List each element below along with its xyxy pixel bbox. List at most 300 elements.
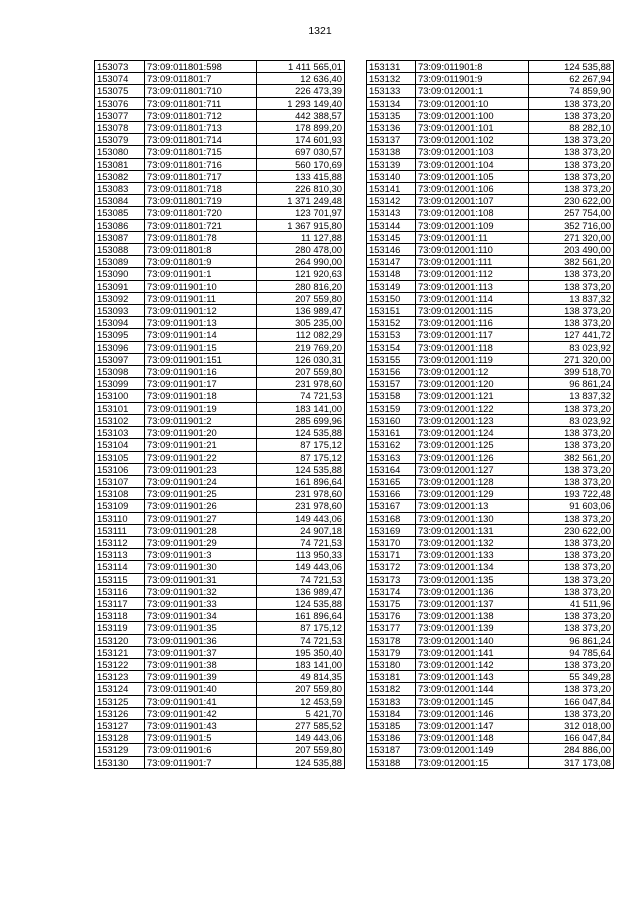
record-number-cell: 153112: [95, 536, 145, 548]
cadastral-number-cell: 73:09:011901:42: [145, 707, 257, 719]
table-row: [95, 97, 345, 109]
cadastral-number-cell: 73:09:012001:106: [416, 183, 529, 195]
record-number-cell: 153088: [95, 244, 145, 256]
table-row: [95, 256, 345, 268]
record-number-cell: 153151: [367, 305, 416, 317]
record-number-cell: 153170: [367, 536, 416, 548]
record-number-cell: 153185: [367, 719, 416, 731]
amount-cell: 230 622,00: [529, 195, 614, 207]
amount-cell: 138 373,20: [529, 536, 614, 548]
record-number-cell: 153149: [367, 280, 416, 292]
table-row: [95, 671, 345, 683]
cadastral-number-cell: 73:09:012001:105: [416, 170, 529, 182]
amount-cell: 138 373,20: [529, 170, 614, 182]
amount-cell: 24 907,18: [257, 524, 345, 536]
table-row: [367, 280, 614, 292]
table-row: [95, 61, 345, 73]
table-row: [95, 695, 345, 707]
cadastral-number-cell: 73:09:012001:139: [416, 622, 529, 634]
amount-cell: 138 373,20: [529, 610, 614, 622]
cadastral-number-cell: 73:09:011901:2: [145, 414, 257, 426]
amount-cell: 91 603,06: [529, 500, 614, 512]
table-row: [95, 390, 345, 402]
cadastral-number-cell: 73:09:012001:136: [416, 585, 529, 597]
amount-cell: 138 373,20: [529, 561, 614, 573]
amount-cell: 271 320,00: [529, 353, 614, 365]
table-row: [95, 244, 345, 256]
cadastral-number-cell: 73:09:011901:7: [145, 756, 257, 768]
table-row: [95, 207, 345, 219]
cadastral-number-cell: 73:09:012001:132: [416, 536, 529, 548]
table-row: [95, 573, 345, 585]
cadastral-number-cell: 73:09:011901:17: [145, 378, 257, 390]
record-number-cell: 153177: [367, 622, 416, 634]
amount-cell: 87 175,12: [257, 439, 345, 451]
amount-cell: 138 373,20: [529, 427, 614, 439]
amount-cell: 88 282,10: [529, 122, 614, 134]
record-number-cell: 153148: [367, 268, 416, 280]
table-row: [367, 256, 614, 268]
record-number-cell: 153121: [95, 646, 145, 658]
cadastral-number-cell: 73:09:012001:135: [416, 573, 529, 585]
amount-cell: 280 816,20: [257, 280, 345, 292]
cadastral-number-cell: 73:09:012001:119: [416, 353, 529, 365]
record-number-cell: 153167: [367, 500, 416, 512]
record-number-cell: 153111: [95, 524, 145, 536]
cadastral-number-cell: 73:09:011901:10: [145, 280, 257, 292]
cadastral-number-cell: 73:09:011801:598: [145, 61, 257, 73]
table-row: [367, 622, 614, 634]
amount-cell: 62 267,94: [529, 73, 614, 85]
table-row: [95, 146, 345, 158]
cadastral-number-cell: 73:09:012001:120: [416, 378, 529, 390]
amount-cell: 271 320,00: [529, 231, 614, 243]
cadastral-number-cell: 73:09:011901:11: [145, 292, 257, 304]
cadastral-number-cell: 73:09:011901:32: [145, 585, 257, 597]
table-row: [367, 732, 614, 744]
record-number-cell: 153135: [367, 109, 416, 121]
amount-cell: 1 293 149,40: [257, 97, 345, 109]
cadastral-number-cell: 73:09:012001:118: [416, 341, 529, 353]
cadastral-number-cell: 73:09:012001:141: [416, 646, 529, 658]
record-number-cell: 153172: [367, 561, 416, 573]
table-row: [367, 390, 614, 402]
table-row: [367, 573, 614, 585]
table-row: [367, 195, 614, 207]
table-row: [367, 451, 614, 463]
table-row: [95, 158, 345, 170]
table-row: [95, 402, 345, 414]
amount-cell: 1 411 565,01: [257, 61, 345, 73]
table-row: [95, 719, 345, 731]
record-number-cell: 153115: [95, 573, 145, 585]
cadastral-number-cell: 73:09:012001:145: [416, 695, 529, 707]
cadastral-number-cell: 73:09:012001:129: [416, 488, 529, 500]
amount-cell: 231 978,60: [257, 500, 345, 512]
amount-cell: 96 861,24: [529, 378, 614, 390]
record-number-cell: 153163: [367, 451, 416, 463]
record-number-cell: 153109: [95, 500, 145, 512]
amount-cell: 74 721,53: [257, 573, 345, 585]
cadastral-number-cell: 73:09:011901:25: [145, 488, 257, 500]
cadastral-number-cell: 73:09:011901:24: [145, 475, 257, 487]
amount-cell: 138 373,20: [529, 585, 614, 597]
record-number-cell: 153165: [367, 475, 416, 487]
cadastral-number-cell: 73:09:012001:149: [416, 744, 529, 756]
record-number-cell: 153176: [367, 610, 416, 622]
table-row: [95, 341, 345, 353]
cadastral-number-cell: 73:09:011901:5: [145, 732, 257, 744]
record-number-cell: 153099: [95, 378, 145, 390]
amount-cell: 136 989,47: [257, 305, 345, 317]
cadastral-number-cell: 73:09:011801:721: [145, 219, 257, 231]
amount-cell: 138 373,20: [529, 134, 614, 146]
amount-cell: 113 950,33: [257, 549, 345, 561]
table-row: [95, 756, 345, 768]
cadastral-number-cell: 73:09:012001:142: [416, 658, 529, 670]
amount-cell: 161 896,64: [257, 610, 345, 622]
cadastral-number-cell: 73:09:011901:38: [145, 658, 257, 670]
table-row: [95, 475, 345, 487]
amount-cell: 94 785,64: [529, 646, 614, 658]
record-number-cell: 153181: [367, 671, 416, 683]
table-row: [95, 292, 345, 304]
cadastral-number-cell: 73:09:011801:715: [145, 146, 257, 158]
table-row: [367, 207, 614, 219]
amount-cell: 264 990,00: [257, 256, 345, 268]
record-number-cell: 153168: [367, 512, 416, 524]
amount-cell: 230 622,00: [529, 524, 614, 536]
cadastral-number-cell: 73:09:012001:102: [416, 134, 529, 146]
amount-cell: 207 559,80: [257, 683, 345, 695]
table-row: [367, 463, 614, 475]
record-number-cell: 153093: [95, 305, 145, 317]
record-number-cell: 153142: [367, 195, 416, 207]
amount-cell: 138 373,20: [529, 280, 614, 292]
record-number-cell: 153130: [95, 756, 145, 768]
amount-cell: 49 814,35: [257, 671, 345, 683]
amount-cell: 12 453,59: [257, 695, 345, 707]
cadastral-number-cell: 73:09:012001:115: [416, 305, 529, 317]
record-number-cell: 153159: [367, 402, 416, 414]
amount-cell: 382 561,20: [529, 256, 614, 268]
cadastral-number-cell: 73:09:012001:122: [416, 402, 529, 414]
table-row: [367, 134, 614, 146]
table-row: [95, 622, 345, 634]
table-row: [367, 158, 614, 170]
cadastral-number-cell: 73:09:011901:37: [145, 646, 257, 658]
amount-cell: 138 373,20: [529, 183, 614, 195]
record-number-cell: 153184: [367, 707, 416, 719]
left-table-body: [95, 61, 345, 769]
record-number-cell: 153085: [95, 207, 145, 219]
cadastral-number-cell: 73:09:011901:1: [145, 268, 257, 280]
amount-cell: 166 047,84: [529, 695, 614, 707]
table-row: [367, 231, 614, 243]
record-number-cell: 153160: [367, 414, 416, 426]
cadastral-number-cell: 73:09:011801:711: [145, 97, 257, 109]
record-number-cell: 153103: [95, 427, 145, 439]
record-number-cell: 153091: [95, 280, 145, 292]
table-row: [95, 463, 345, 475]
amount-cell: 203 490,00: [529, 244, 614, 256]
cadastral-number-cell: 73:09:012001:146: [416, 707, 529, 719]
amount-cell: 74 721,53: [257, 536, 345, 548]
record-number-cell: 153180: [367, 658, 416, 670]
cadastral-number-cell: 73:09:011901:21: [145, 439, 257, 451]
record-number-cell: 153154: [367, 341, 416, 353]
left-data-table: [94, 60, 345, 769]
cadastral-number-cell: 73:09:011901:41: [145, 695, 257, 707]
table-row: [95, 451, 345, 463]
table-row: [367, 305, 614, 317]
cadastral-number-cell: 73:09:011901:28: [145, 524, 257, 536]
table-row: [367, 646, 614, 658]
cadastral-number-cell: 73:09:011901:26: [145, 500, 257, 512]
amount-cell: 178 899,20: [257, 122, 345, 134]
record-number-cell: 153147: [367, 256, 416, 268]
cadastral-number-cell: 73:09:012001:134: [416, 561, 529, 573]
record-number-cell: 153141: [367, 183, 416, 195]
table-row: [367, 536, 614, 548]
cadastral-number-cell: 73:09:012001:113: [416, 280, 529, 292]
page-number: 1321: [308, 25, 332, 37]
table-row: [367, 73, 614, 85]
record-number-cell: 153133: [367, 85, 416, 97]
record-number-cell: 153145: [367, 231, 416, 243]
table-row: [367, 219, 614, 231]
amount-cell: 5 421,70: [257, 707, 345, 719]
record-number-cell: 153094: [95, 317, 145, 329]
table-row: [367, 597, 614, 609]
amount-cell: 166 047,84: [529, 732, 614, 744]
record-number-cell: 153171: [367, 549, 416, 561]
cadastral-number-cell: 73:09:011801:8: [145, 244, 257, 256]
record-number-cell: 153169: [367, 524, 416, 536]
cadastral-number-cell: 73:09:012001:15: [416, 756, 529, 768]
table-row: [367, 439, 614, 451]
amount-cell: 138 373,20: [529, 512, 614, 524]
amount-cell: 138 373,20: [529, 549, 614, 561]
record-number-cell: 153087: [95, 231, 145, 243]
amount-cell: 161 896,64: [257, 475, 345, 487]
table-row: [367, 292, 614, 304]
amount-cell: 138 373,20: [529, 146, 614, 158]
amount-cell: 226 473,39: [257, 85, 345, 97]
table-row: [367, 634, 614, 646]
record-number-cell: 153089: [95, 256, 145, 268]
table-row: [367, 366, 614, 378]
cadastral-number-cell: 73:09:011901:39: [145, 671, 257, 683]
table-row: [95, 634, 345, 646]
record-number-cell: 153080: [95, 146, 145, 158]
cadastral-number-cell: 73:09:011901:31: [145, 573, 257, 585]
record-number-cell: 153150: [367, 292, 416, 304]
record-number-cell: 153187: [367, 744, 416, 756]
table-row: [367, 561, 614, 573]
table-row: [95, 646, 345, 658]
cadastral-number-cell: 73:09:012001:103: [416, 146, 529, 158]
table-row: [95, 488, 345, 500]
record-number-cell: 153139: [367, 158, 416, 170]
amount-cell: 127 441,72: [529, 329, 614, 341]
cadastral-number-cell: 73:09:012001:101: [416, 122, 529, 134]
record-number-cell: 153143: [367, 207, 416, 219]
table-row: [95, 183, 345, 195]
record-number-cell: 153073: [95, 61, 145, 73]
amount-cell: 126 030,31: [257, 353, 345, 365]
amount-cell: 183 141,00: [257, 658, 345, 670]
amount-cell: 133 415,88: [257, 170, 345, 182]
record-number-cell: 153155: [367, 353, 416, 365]
amount-cell: 195 350,40: [257, 646, 345, 658]
record-number-cell: 153122: [95, 658, 145, 670]
record-number-cell: 153182: [367, 683, 416, 695]
record-number-cell: 153079: [95, 134, 145, 146]
amount-cell: 207 559,80: [257, 366, 345, 378]
table-row: [95, 549, 345, 561]
table-row: [367, 353, 614, 365]
record-number-cell: 153134: [367, 97, 416, 109]
table-row: [95, 317, 345, 329]
record-number-cell: 153178: [367, 634, 416, 646]
amount-cell: 697 030,57: [257, 146, 345, 158]
amount-cell: 138 373,20: [529, 658, 614, 670]
amount-cell: 74 859,90: [529, 85, 614, 97]
table-row: [367, 549, 614, 561]
record-number-cell: 153114: [95, 561, 145, 573]
cadastral-number-cell: 73:09:011801:710: [145, 85, 257, 97]
table-row: [367, 475, 614, 487]
amount-cell: 305 235,00: [257, 317, 345, 329]
record-number-cell: 153136: [367, 122, 416, 134]
table-row: [367, 146, 614, 158]
record-number-cell: 153076: [95, 97, 145, 109]
table-row: [367, 122, 614, 134]
amount-cell: 399 518,70: [529, 366, 614, 378]
amount-cell: 207 559,80: [257, 292, 345, 304]
table-row: [95, 268, 345, 280]
table-row: [95, 658, 345, 670]
amount-cell: 124 535,88: [257, 463, 345, 475]
table-row: [367, 341, 614, 353]
cadastral-number-cell: 73:09:011901:40: [145, 683, 257, 695]
amount-cell: 280 478,00: [257, 244, 345, 256]
cadastral-number-cell: 73:09:011801:9: [145, 256, 257, 268]
record-number-cell: 153179: [367, 646, 416, 658]
cadastral-number-cell: 73:09:011901:16: [145, 366, 257, 378]
table-row: [367, 183, 614, 195]
cadastral-number-cell: 73:09:011801:712: [145, 109, 257, 121]
table-row: [95, 170, 345, 182]
amount-cell: 183 141,00: [257, 402, 345, 414]
cadastral-number-cell: 73:09:011801:717: [145, 170, 257, 182]
record-number-cell: 153125: [95, 695, 145, 707]
amount-cell: 382 561,20: [529, 451, 614, 463]
cadastral-number-cell: 73:09:012001:117: [416, 329, 529, 341]
record-number-cell: 153078: [95, 122, 145, 134]
cadastral-number-cell: 73:09:012001:148: [416, 732, 529, 744]
amount-cell: 138 373,20: [529, 109, 614, 121]
record-number-cell: 153105: [95, 451, 145, 463]
table-row: [367, 610, 614, 622]
cadastral-number-cell: 73:09:011901:30: [145, 561, 257, 573]
record-number-cell: 153129: [95, 744, 145, 756]
amount-cell: 55 349,28: [529, 671, 614, 683]
record-number-cell: 153128: [95, 732, 145, 744]
table-row: [95, 280, 345, 292]
amount-cell: 149 443,06: [257, 512, 345, 524]
cadastral-number-cell: 73:09:011901:12: [145, 305, 257, 317]
table-row: [367, 756, 614, 768]
record-number-cell: 153095: [95, 329, 145, 341]
amount-cell: 231 978,60: [257, 488, 345, 500]
cadastral-number-cell: 73:09:012001:131: [416, 524, 529, 536]
cadastral-number-cell: 73:09:012001:110: [416, 244, 529, 256]
cadastral-number-cell: 73:09:011801:719: [145, 195, 257, 207]
record-number-cell: 153158: [367, 390, 416, 402]
table-row: [367, 671, 614, 683]
cadastral-number-cell: 73:09:012001:121: [416, 390, 529, 402]
record-number-cell: 153140: [367, 170, 416, 182]
cadastral-number-cell: 73:09:011801:718: [145, 183, 257, 195]
cadastral-number-cell: 73:09:012001:124: [416, 427, 529, 439]
cadastral-number-cell: 73:09:012001:109: [416, 219, 529, 231]
record-number-cell: 153144: [367, 219, 416, 231]
cadastral-number-cell: 73:09:011901:29: [145, 536, 257, 548]
table-row: [95, 353, 345, 365]
amount-cell: 138 373,20: [529, 439, 614, 451]
amount-cell: 96 861,24: [529, 634, 614, 646]
amount-cell: 87 175,12: [257, 622, 345, 634]
record-number-cell: 153096: [95, 341, 145, 353]
cadastral-number-cell: 73:09:012001:140: [416, 634, 529, 646]
table-row: [367, 85, 614, 97]
cadastral-number-cell: 73:09:012001:104: [416, 158, 529, 170]
amount-cell: 83 023,92: [529, 414, 614, 426]
cadastral-number-cell: 73:09:011901:27: [145, 512, 257, 524]
record-number-cell: 153131: [367, 61, 416, 73]
record-number-cell: 153119: [95, 622, 145, 634]
record-number-cell: 153152: [367, 317, 416, 329]
table-row: [95, 378, 345, 390]
record-number-cell: 153075: [95, 85, 145, 97]
record-number-cell: 153162: [367, 439, 416, 451]
cadastral-number-cell: 73:09:012001:123: [416, 414, 529, 426]
record-number-cell: 153107: [95, 475, 145, 487]
amount-cell: 138 373,20: [529, 573, 614, 585]
record-number-cell: 153097: [95, 353, 145, 365]
record-number-cell: 153086: [95, 219, 145, 231]
cadastral-number-cell: 73:09:011901:35: [145, 622, 257, 634]
record-number-cell: 153175: [367, 597, 416, 609]
table-row: [95, 536, 345, 548]
table-row: [95, 109, 345, 121]
cadastral-number-cell: 73:09:012001:13: [416, 500, 529, 512]
cadastral-number-cell: 73:09:012001:1: [416, 85, 529, 97]
amount-cell: 312 018,00: [529, 719, 614, 731]
right-table-body: [367, 61, 614, 769]
cadastral-number-cell: 73:09:011901:151: [145, 353, 257, 365]
table-row: [95, 231, 345, 243]
table-row: [367, 658, 614, 670]
cadastral-number-cell: 73:09:011801:720: [145, 207, 257, 219]
amount-cell: 226 810,30: [257, 183, 345, 195]
record-number-cell: 153090: [95, 268, 145, 280]
record-number-cell: 153104: [95, 439, 145, 451]
record-number-cell: 153120: [95, 634, 145, 646]
amount-cell: 124 535,88: [257, 427, 345, 439]
